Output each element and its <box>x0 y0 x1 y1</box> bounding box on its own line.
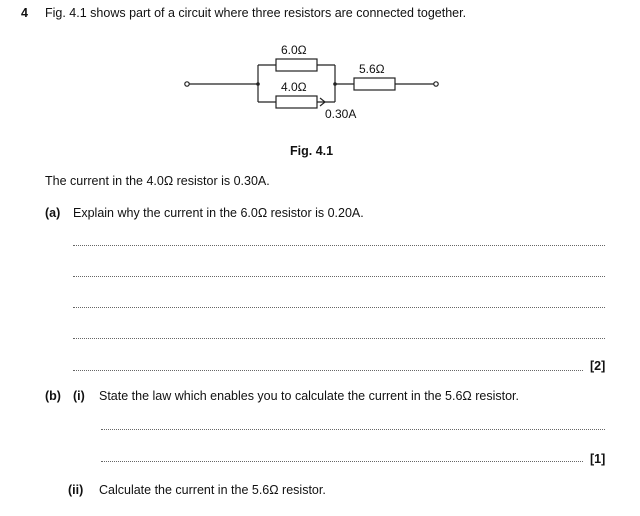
label-r2: 4.0Ω <box>281 80 307 94</box>
resistor-6ohm <box>276 59 317 71</box>
part-b-i-text: State the law which enables you to calculate the current in the 5.6Ω resistor. <box>99 389 519 403</box>
label-r1: 6.0Ω <box>281 43 307 57</box>
answer-line[interactable] <box>73 338 605 339</box>
answer-line[interactable] <box>73 370 583 371</box>
answer-line[interactable] <box>73 276 605 277</box>
statement: The current in the 4.0Ω resistor is 0.30A. <box>45 174 270 188</box>
question-number: 4 <box>21 6 28 20</box>
answer-line[interactable] <box>101 461 583 462</box>
part-b-ii-label: (ii) <box>68 483 84 497</box>
part-b-i-marks: [1] <box>590 452 606 466</box>
label-current: 0.30A <box>325 107 357 121</box>
part-a-text: Explain why the current in the 6.0Ω resistor is 0.20A. <box>73 206 364 220</box>
answer-line[interactable] <box>73 307 605 308</box>
figure-caption: Fig. 4.1 <box>290 144 334 158</box>
label-r3: 5.6Ω <box>359 62 385 76</box>
part-b-ii-text: Calculate the current in the 5.6Ω resistor. <box>99 483 326 497</box>
circuit-diagram <box>0 0 640 130</box>
part-a-label: (a) <box>45 206 61 220</box>
question-intro: Fig. 4.1 shows part of a circuit where three resistors are connected together. <box>45 6 467 20</box>
part-b-label: (b) <box>45 389 61 403</box>
part-b-i-label: (i) <box>73 389 85 403</box>
resistor-5-6ohm <box>354 78 395 90</box>
resistor-4ohm <box>276 96 317 108</box>
part-a-marks: [2] <box>590 359 606 373</box>
answer-line[interactable] <box>73 245 605 246</box>
answer-line[interactable] <box>101 429 605 430</box>
